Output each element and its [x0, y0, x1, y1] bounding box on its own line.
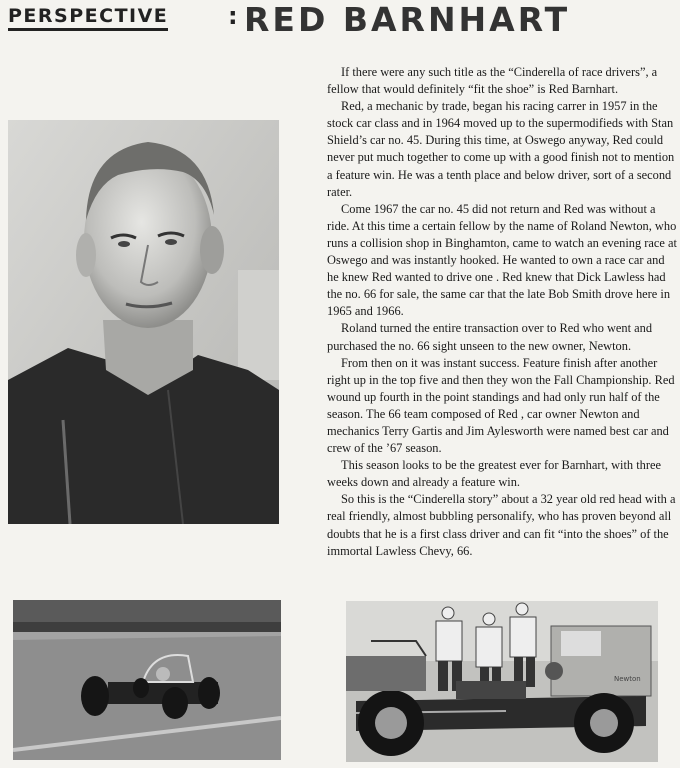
portrait-photo — [8, 120, 279, 524]
article-paragraph: This season looks to be the greatest ever for Barnhart, with three weeks down and already a feature win. — [327, 458, 661, 490]
article-paragraph: Red, a mechanic by trade, began his racing carrer in 1957 in the stock car class and in 1964 moved up to the supermodifieds with Stan Shield’s car no. 45. During this time, at Oswego anyway, Red could never put much together to come up with a good finish not to mention a feature win. He was a tenth place and below driver, sort of a second rater. — [327, 99, 675, 199]
article-header — [6, 2, 674, 40]
crew-with-car-photo — [346, 601, 658, 762]
page-title: RED BARNHART — [244, 0, 571, 39]
article-body — [327, 64, 677, 560]
section-kicker: PERSPECTIVE — [8, 5, 168, 31]
article-paragraph: Roland turned the entire transaction over to Red who went and purchased the no. 66 sight unseen to the new owner, Newton. — [327, 321, 653, 353]
article-paragraph: From then on it was instant success. Feature finish after another right up in the top five and then they won the Fall Championship. Red wound up fourth in the point standings and had only run half of the season. The 66 team composed of Red , car owner Newton and mechanics Terry Gartis and Jim Aylesworth were named best car and crew of the ’67 season. — [327, 355, 675, 456]
header-separator: : — [228, 2, 238, 30]
article-paragraph: So this is the “Cinderella story” about a 32 year old red head with a real friendly, almost bubbling personalify, who has proven beyond all doubts that he is a first class driver and can fit “into the shoes” of the immortal Lawless Chevy, 66. — [327, 492, 676, 558]
article-paragraph: Come 1967 the car no. 45 did not return and Red was without a ride. At this time a certain fellow by the name of Roland Newton, who runs a collision shop in Binghamton, came to watch an evening race at Oswego and was instantly hooked. He wanted to own a race car and he knew Red wanted to drive one . Red knew that Dick Lawless had the no. 66 for sale, the same car that the late Bob Smith drove here in 1965 and 1966. — [327, 201, 677, 319]
article-paragraph: If there were any such title as the “Cinderella of race drivers”, a fellow that would definitely “fit the shoe” is Red Barnhart. — [327, 65, 658, 97]
truck-door-text: Newton — [614, 675, 641, 683]
race-car-track-photo — [13, 600, 281, 760]
